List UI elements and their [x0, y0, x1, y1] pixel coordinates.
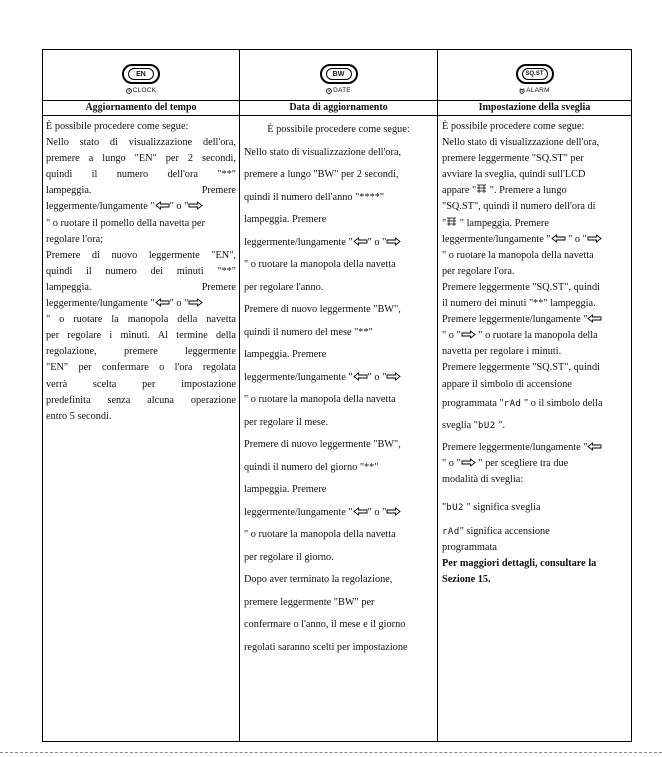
- lcd-bu2-symbol: bU2: [446, 503, 464, 514]
- alarm-icon: [519, 88, 525, 94]
- en-button-icon: EN: [122, 64, 160, 84]
- header-time-update: Aggiornamento del tempo: [43, 101, 240, 116]
- time-update-instructions: È possibile procedere come segue: Nello stato di visualizzazione dell'ora, premere a lungo "EN" per 2 secondi, quindi il numero dell'ora "**" lampeggia. Premere leggermente/lungamente " " o " " o ruotare il pomello della navetta per regolare l'ora; Premere di nuovo leggermente "EN", quindi il numero dei minuti "**" lampeggia. Premere leggermente/lungamente " " o " " o ruotare la manopola della navetta per regolare i minuti. Al termine della regolazione, premere leggermente "EN" per confermare o l'ora regolata verrà scelta per impostazione predefinita senza alcuna operazione entro 5 secondi.: [43, 116, 240, 742]
- header-date-update: Data di aggiornamento: [240, 101, 438, 116]
- right-arrow-icon: [188, 201, 203, 210]
- settings-table: [42, 49, 632, 742]
- alarm-symbol-icon: [446, 217, 457, 227]
- left-arrow-icon: [353, 372, 368, 381]
- left-arrow-icon: [587, 314, 602, 323]
- left-arrow-icon: [551, 234, 566, 243]
- left-arrow-icon: [353, 507, 368, 516]
- lcd-rad-symbol: rAd: [503, 398, 522, 409]
- date-update-instructions: È possibile procedere come segue: Nello stato di visualizzazione dell'ora, premere a lungo "BW" per 2 secondi, quindi il numero dell'anno "****" lampeggia. Premere leggermente/lungamente " " o " " o ruotare la manopola della navetta per regolare l'anno. Premere di nuovo leggermente "BW", quindi il numero del mese "**" lampeggia. Premere leggermente/lungamente " " o " " o ruotare la manopola della navetta per regolare il mese. Premere di nuovo leggermente "BW", quindi il numero del giorno "**" lampeggia. Premere leggermente/lungamente " " o " " o ruotare la manopola della navetta per regolare il giorno. Dopo aver terminato la regolazione, premere leggermente "BW" per confermare o l'anno, il mese e il giorno regolati saranno scelti per impostazione: [240, 116, 438, 742]
- right-arrow-icon: [386, 507, 401, 516]
- clock-caption: CLOCK: [132, 87, 157, 94]
- date-button-cell: [240, 50, 438, 101]
- page-bottom-rule: [0, 752, 662, 753]
- clock-icon: [326, 88, 332, 94]
- bw-button-icon: BW: [320, 64, 358, 84]
- clock-icon: [126, 88, 132, 94]
- header-alarm-setting: Impostazione della sveglia: [438, 101, 632, 116]
- date-caption: DATE: [333, 87, 351, 94]
- right-arrow-icon: [386, 237, 401, 246]
- alarm-symbol-icon: [476, 184, 487, 194]
- alarm-setting-instructions: È possibile procedere come segue: Nello stato di visualizzazione dell'ora, premere leggermente "SQ.ST" per avviare la sveglia, quindi sull'LCD appare " ". Premere a lungo "SQ.ST", quindi il numero dell'ora di " " lampeggia. Premere leggermente/lungamente " " o " " o ruotare la manopola della navetta per regolare l'ora. Premere leggermente "SQ.ST", quindi il numero dei minuti "**" lampeggia. Premere leggermente/lungamente " " o " " o ruotare la manopola della navetta per regolare i minuti. Premere leggermente "SQ.ST", quindi appare il simbolo di accensione programmata "rAd " o il simbolo della sveglia "bU2 ". Premere leggermente/lungamente " " o " " per scegliere tra due modalità di sveglia: "bU2 " significa sveglia rAd" significa accensione programmata Per maggiori dettagli, consultare la Sezione 15.: [438, 116, 632, 742]
- left-arrow-icon: [155, 201, 170, 210]
- lcd-bu2-symbol: bU2: [477, 420, 496, 431]
- left-arrow-icon: [353, 237, 368, 246]
- right-arrow-icon: [188, 298, 203, 307]
- left-arrow-icon: [155, 298, 170, 307]
- lcd-rad-symbol: rAd: [442, 527, 460, 538]
- right-arrow-icon: [461, 330, 476, 339]
- clock-button-cell: [43, 50, 240, 101]
- left-arrow-icon: [587, 442, 602, 451]
- right-arrow-icon: [461, 458, 476, 467]
- right-arrow-icon: [587, 234, 602, 243]
- alarm-caption: ALARM: [526, 87, 550, 94]
- alarm-button-cell: [438, 50, 632, 101]
- right-arrow-icon: [386, 372, 401, 381]
- sqst-button-icon: SQ.ST: [516, 64, 554, 84]
